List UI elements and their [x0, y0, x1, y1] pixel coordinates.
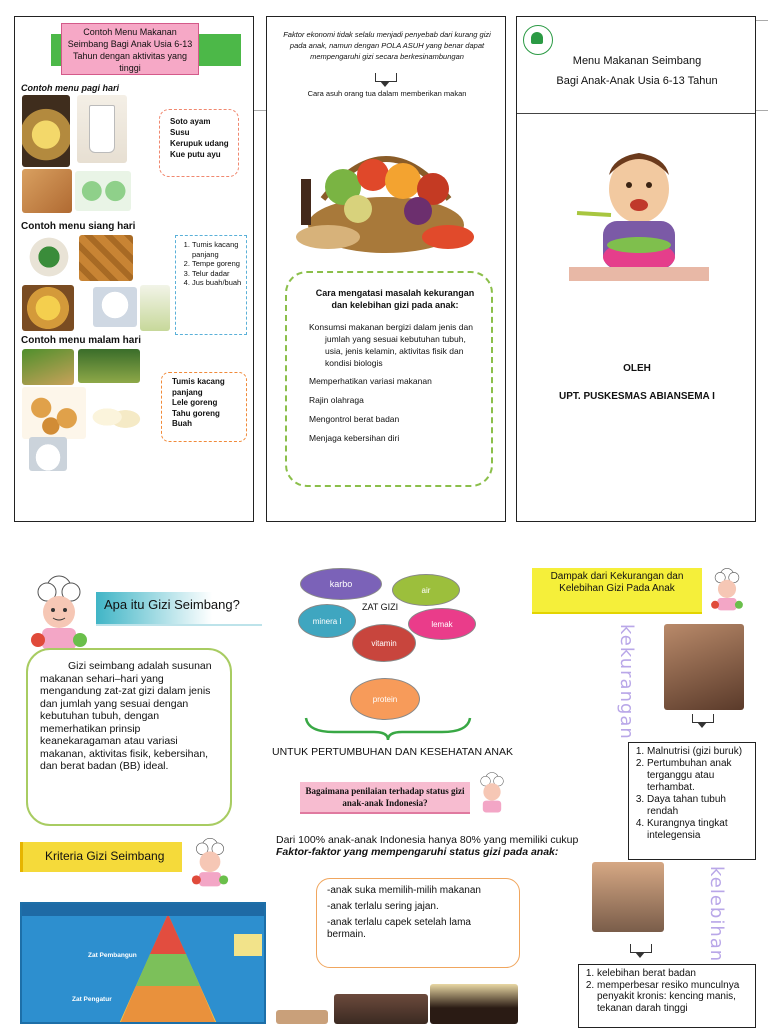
- factor-item: -anak terlalu sering jajan.: [327, 901, 439, 912]
- kemenkes-logo: [523, 25, 553, 55]
- pagi-item: Susu: [170, 128, 190, 137]
- vegetable-basket-image: [283, 129, 489, 259]
- kriteria-heading: Kriteria Gizi Seimbang: [20, 842, 182, 872]
- jus-photo: [140, 285, 170, 331]
- pear-photo: [89, 397, 141, 437]
- chef-icon: [472, 770, 512, 816]
- tumis-photo: [22, 235, 76, 279]
- siang-item: 4. Jus buah/buah: [192, 278, 244, 288]
- lemak-bubble: lemak: [408, 608, 476, 640]
- kekurangan-item: 1. Malnutrisi (gizi buruk): [647, 746, 753, 758]
- definition-box: [26, 648, 232, 826]
- fold-line: [756, 110, 768, 111]
- pyramid-label: Zat Pembangun: [88, 952, 137, 959]
- karbo-bubble: karbo: [300, 568, 382, 600]
- pagi-label: Contoh menu pagi hari: [21, 83, 119, 93]
- cover-panel: [516, 16, 756, 522]
- org-name: UPT. PUSKESMAS ABIANSEMA I: [559, 391, 715, 402]
- pagi-box: [159, 109, 239, 177]
- soto-photo: [22, 95, 70, 167]
- putu-ayu-photo: [75, 171, 131, 211]
- pyramid-label: Zat Pengatur: [72, 996, 112, 1003]
- malam-box: [161, 372, 247, 442]
- chef-icon: [186, 836, 234, 890]
- siang-item: 3. Telur dadar: [192, 269, 244, 279]
- malam-item: Buah: [172, 419, 192, 428]
- stat-text: Dari 100% anak-anak Indonesia hanya 80% yang memiliki cukup: [276, 834, 579, 846]
- pagi-item: Kerupuk udang: [170, 139, 229, 148]
- malam-item: Tahu goreng: [172, 408, 220, 418]
- factor-item: -anak suka memilih-milih makanan: [327, 885, 481, 896]
- solution-item: Rajin olahraga: [309, 395, 364, 405]
- menu-panel: [14, 16, 254, 522]
- dampak-heading: Dampak dari Kekurangan dan Kelebihan Gizi Pada Anak: [532, 568, 702, 614]
- vitamin-bubble: vitamin: [352, 624, 416, 662]
- kelebihan-item: 1. kelebihan berat badan: [597, 968, 753, 980]
- girl-eating-photo: [430, 984, 518, 1024]
- kekurangan-item: 4. Kurangnya tingkat intelegensia: [647, 818, 753, 842]
- lele-photo: [78, 349, 140, 383]
- malam-item: Tumis kacang panjang: [172, 377, 225, 397]
- siang-box: [175, 235, 247, 335]
- malam-label: Contoh menu malam hari: [21, 335, 142, 346]
- gizi-heading: Apa itu Gizi Seimbang?: [96, 592, 262, 626]
- question-box: Bagaimana penilaian terhadap status gizi anak-anak Indonesia?: [300, 782, 470, 814]
- pola-asuh-panel: [266, 16, 506, 522]
- cover-divider: [517, 113, 755, 114]
- tempe-photo: [79, 235, 133, 281]
- cover-title-1: Menu Makanan Seimbang: [572, 55, 702, 67]
- solution-item: Memperhatikan variasi makanan: [309, 376, 432, 386]
- milk-photo: [77, 95, 127, 163]
- solution-item: Mengontrol berat badan: [309, 414, 400, 424]
- boy-eating-image: [569, 133, 709, 283]
- kekurangan-box: [628, 742, 756, 860]
- overweight-child-photo: [592, 862, 664, 932]
- factors-heading: Faktor-faktor yang mempengaruhi status gizi pada anak:: [276, 846, 559, 858]
- chef-icon: [22, 574, 96, 654]
- zat-gizi-label: ZAT GIZI: [362, 602, 399, 612]
- pagi-item: Kue putu ayu: [170, 150, 221, 159]
- growth-caption: UNTUK PERTUMBUHAN DAN KESEHATAN ANAK: [272, 746, 513, 758]
- siang-item: 1. Tumis kacang panjang: [192, 240, 244, 259]
- solution-item: Menjaga kebersihan diri: [309, 433, 400, 443]
- kelebihan-box: [578, 964, 756, 1028]
- protein-bubble: protein: [350, 678, 420, 720]
- rice-photo: [93, 287, 137, 327]
- kelebihan-label: kelebihan: [706, 866, 727, 963]
- intro-text: Faktor ekonomi tidak selalu menjadi penyebab dari kurang gizi pada anak, namun dengan POLA ASUH yang benar dapat mempengaruhi gizi secara berkesinambungan: [283, 30, 491, 61]
- down-arrow-icon: [630, 944, 652, 953]
- oleh-label: OLEH: [623, 363, 651, 374]
- kekurangan-item: 2. Pertumbuhan anak terganggu atau terhambat.: [647, 758, 753, 794]
- down-arrow-icon: [375, 73, 397, 82]
- cara-text: Cara asuh orang tua dalam memberikan makan: [307, 89, 467, 98]
- green-brace: [304, 716, 472, 742]
- pagi-item: Soto ayam: [170, 117, 211, 126]
- kerupuk-photo: [22, 169, 72, 213]
- tahu-photo: [22, 387, 86, 439]
- air-bubble: air: [392, 574, 460, 606]
- solution-title: Cara mengatasi masalah kekurangan dan kelebihan gizi pada anak:: [315, 288, 475, 310]
- cover-title-2: Bagi Anak-Anak Usia 6-13 Tahun: [556, 75, 718, 87]
- kelebihan-item: 2. memperbesar resiko munculnya penyakit kronis: kencing manis, tekanan darah tinggi: [597, 980, 753, 1015]
- fold-line: [756, 20, 768, 21]
- solution-box: [285, 271, 493, 487]
- solution-item: Konsumsi makanan bergizi dalam jenis dan jumlah yang sesuai kebutuhan tubuh, usia, jenis kelamin, aktivitas fisik dan kondisi biologis: [309, 322, 473, 368]
- down-arrow-icon: [692, 714, 714, 723]
- mineral-bubble: minera l: [298, 604, 356, 638]
- menu-title: Contoh Menu Makanan Seimbang Bagi Anak Usia 6-13 Tahun dengan aktivitas yang tinggi: [61, 23, 199, 75]
- factor-item: -anak terlalu capek setelah lama bermain.: [327, 917, 471, 940]
- malnourished-child-photo: [664, 624, 744, 710]
- malam-item: Lele goreng: [172, 398, 218, 407]
- kacang-photo: [22, 349, 74, 385]
- bowl-photo: [29, 437, 67, 471]
- telur-photo: [22, 285, 74, 331]
- kekurangan-item: 3. Daya tahan tubuh rendah: [647, 794, 753, 818]
- definition-text: Gizi seimbang adalah susunan makanan sehari–hari yang mengandung zat-zat gizi dalam jenis dan jumlah yang sesuai dengan kebutuhan tubuh, dengan memerhatikan prinsip keanekaragaman atau variasi makanan, aktivitas fisik, kebersihan, dan berat badan (BB) ideal.: [40, 660, 212, 772]
- kekurangan-label: kekurangan: [616, 624, 637, 740]
- siang-label: Contoh menu siang hari: [21, 221, 136, 232]
- factors-box: [316, 878, 520, 968]
- chef-icon: [706, 566, 748, 614]
- children-photo: [334, 994, 428, 1024]
- food-pyramid-image: [20, 902, 266, 1024]
- siang-item: 2. Tempe goreng: [192, 259, 244, 269]
- fold-line: [254, 110, 266, 111]
- children-photo: [276, 1010, 328, 1024]
